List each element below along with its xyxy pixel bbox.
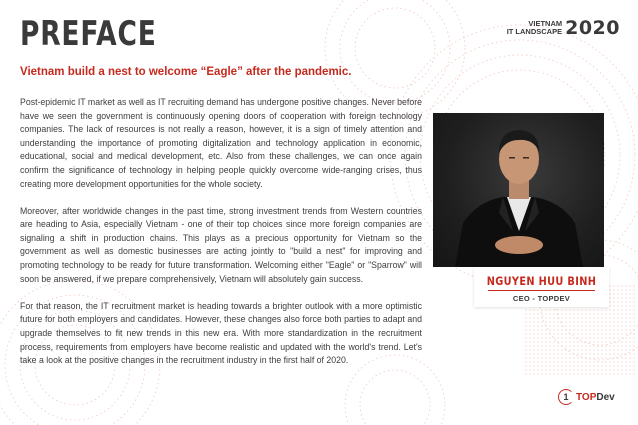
logo-text-dev: Dev [596, 391, 615, 403]
logo-mark: 1 [563, 392, 569, 402]
ceo-portrait-photo [433, 113, 604, 267]
topdev-logo [558, 389, 615, 405]
portrait-illustration [433, 113, 604, 267]
ceo-role: CEO - TOPDEV [512, 294, 571, 303]
topdev-logo-icon [558, 389, 574, 405]
name-divider [488, 290, 595, 291]
brand-line-1: VIETNAM [528, 19, 563, 28]
paragraph: For that reason, the IT recruitment market is heading towards a brighter outlook with a more optimistic future for both employers and candidates. However, these changes also force both parties to adapt and upgrade themselves to fit new trends in this new era. With more standardization in the recruitment process, requirements from employers have become realistic and updated with the world's trend. Let's take a look at the positive changes in the recruitment industry in the first half of 2020. [20, 300, 422, 366]
report-brand [507, 18, 620, 38]
paragraph: Post-epidemic IT market as well as IT recruiting demand has undergone positive changes. Never before have we seen the government is continuously opening doors of cooperation with foreign technology companies. The lack of resources is not really a reason, however, it is a sign of timely attention and understanding the importance of promoting digitalization and technology application in economic, educational, social and medical development, etc. Also from these challenges, we can once again confirm the significance of technology in helping people quickly overcome wide-ranging crises, thus creating more development opportunities for the whole society. [20, 97, 422, 189]
brand-text [507, 20, 562, 36]
brand-year: 2020 [565, 17, 620, 39]
section-subtitle: Vietnam build a nest to welcome “Eagle” after the pandemic. [20, 66, 352, 78]
page-title: PREFACE [20, 14, 157, 54]
ceo-name-card [474, 267, 609, 307]
ceo-name: NGUYEN HUU BINH [486, 274, 597, 288]
paragraph: Moreover, after worldwide changes in the past time, strong investment trends from Western countries are heading to Asia, especially Vietnam - one of their top choices since more foreign companies are signaling a shift in production chains. This plays as a precious opportunity for Vietnam so the government as well as domestic businesses are acting jointly to "build a nest" for improving and promoting technology to be ready for future transformation. Welcoming either "Eagle" or "Sparrow" will soon be answered, if we prepare comprehensively, Vietnam will absolutely gain success. [20, 205, 422, 284]
logo-text-top: TOP [576, 391, 597, 403]
brand-line-2: IT LANDSCAPE [506, 27, 563, 36]
preface-body [20, 96, 422, 381]
